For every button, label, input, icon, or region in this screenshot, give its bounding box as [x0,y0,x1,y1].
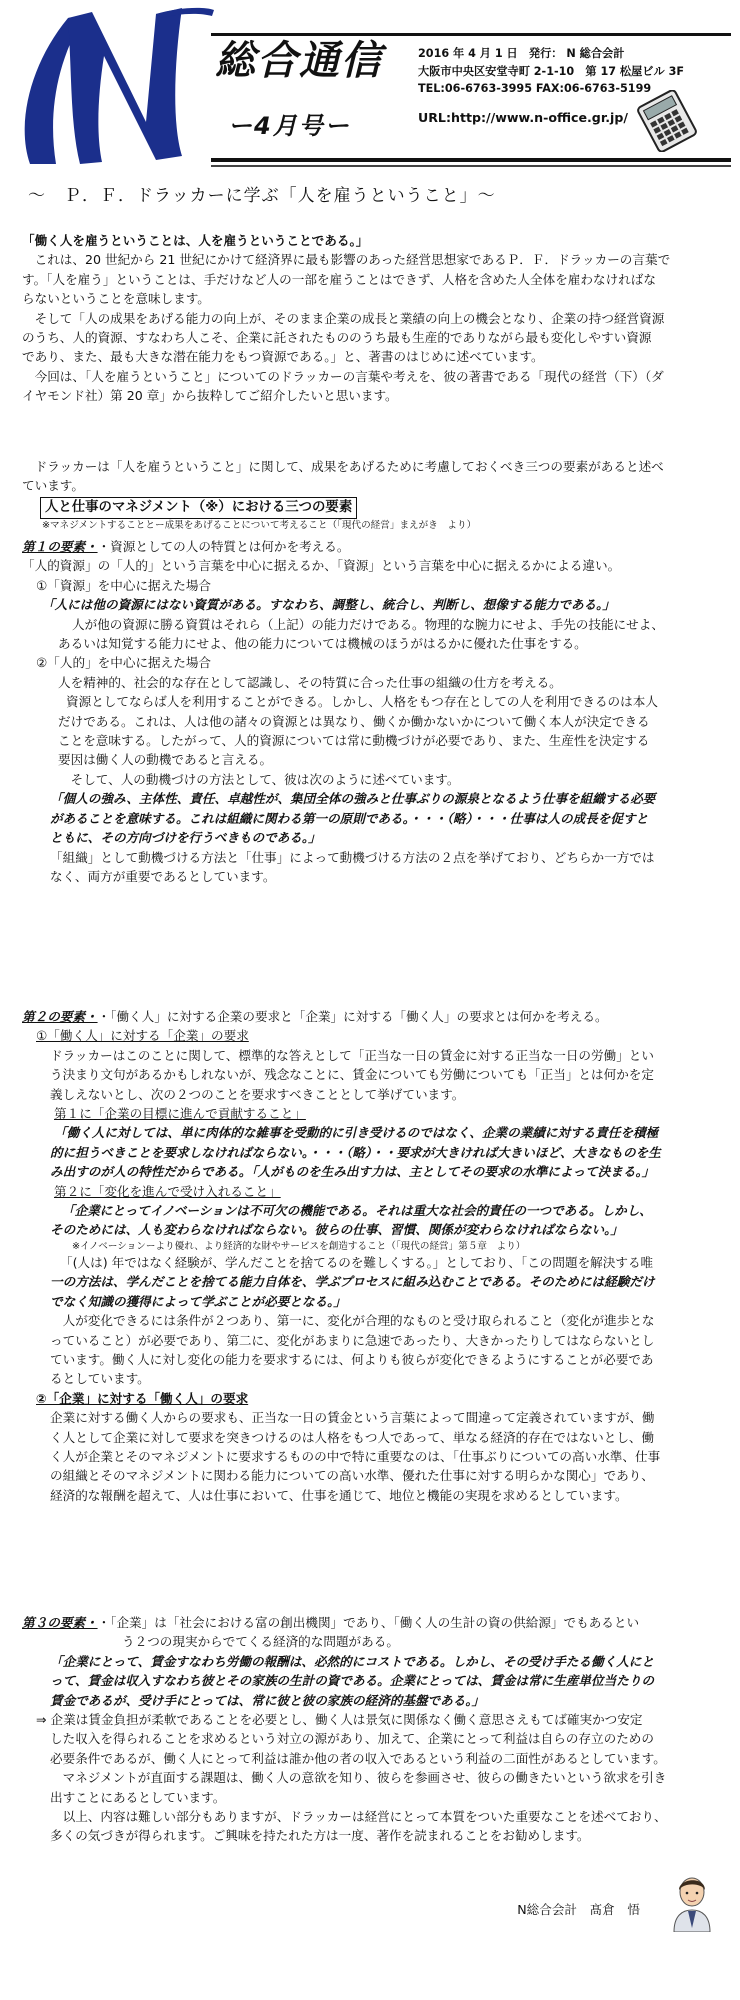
section-2b-text: 経済的な報酬を超えて、人は仕事において、仕事を通じて、地位と機能の実現を求めるとしています。 [50,1487,628,1503]
section-2a-title: ①「働く人」に対する「企業」の要求 [36,1028,249,1044]
section-1a-quote: 「人には他の資源にはない資質がある。すなわち、調整し、統合し、判断し、想像する能力である。」 [42,597,616,613]
intro-line: そして「人の成果をあげる能力の向上が、そのまま企業の成長と業績の向上の機会となり、企業の持つ経営資源 [22,310,665,326]
closing-text: 以上、内容は難しい部分もありますが、ドラッカーは経営にとって本質をついた重要なことを述べており、 [50,1809,667,1825]
issue-label: ー4月号ー [228,112,351,140]
section-2a2-more: っていること）が必要であり、第二に、変化があまりに急速であったり、大きかったりしてはならないとし [50,1332,655,1348]
three-elements-box-title: 人と仕事のマネジメント（※）における三つの要素 [40,497,357,519]
newsletter-title: 総合通信 [215,38,383,84]
section-3-title: 第３の要素・ [22,1615,98,1630]
box-title-row [22,497,722,519]
header-rule-bottom [211,158,731,162]
section-2a1-title: 第１に「企業の目標に進んで貢献すること」 [54,1106,306,1122]
section-1b-close: 「組織」として動機づける方法と「仕事」によって動機づける方法の２点を挙げており、どちらか一方では [50,849,655,865]
section-2a-text: う決まり文句があるかもしれないが、残念なことに、賃金についても労働についても「正当」とは何かを定 [50,1067,654,1083]
lead-line: ドラッカーは「人を雇うということ」に関して、成果をあげるために考慮しておくべき三つの要素があると述べ [22,459,664,474]
section-1b-quote: があることを意味する。これは組織に関わる第一の原則である。・・・（略）・・・仕事は人の成長を促すと [50,810,649,826]
section-2b-text: の組織とそのマネジメントに関わる能力についての高い水準、優れた仕事に対する明らかな関心」であり、 [50,1468,654,1484]
intro-quote: 「働く人を雇うということは、人を雇うということである。」 [22,233,369,248]
section-1 [22,537,722,886]
section-2a2-more: 一の方法は、学んだことを捨てる能力自体を、学ぶプロセスに組み込むことである。そのためには経験だけ [50,1274,655,1290]
section-1a-text: あるいは知覚する能力にせよ、他の能力については機械のほうがはるかに優れた仕事をする。 [58,636,587,652]
section-1b-text: 資源としてならば人を利用することができる。しかし、人格をもつ存在としての人を利用できるのは本人 [66,694,658,710]
section-2a-text: ドラッカーはこのことに関して、標準的な答えとして「正当な一日の賃金に対する正当な一日の労働」とい [50,1047,654,1063]
section-1b-text: 人を精神的、社会的な存在として認識し、その特質に合った仕事の組織の仕方を考える。 [58,674,562,690]
calculator-icon [636,90,698,152]
section-3-quote: 賃金であるが、受け手にとっては、常に彼と彼の家族の経済的基盤である。」 [50,1692,485,1708]
section-1b-close: なく、両方が重要であるとしています。 [50,868,276,884]
article-headline: ～ Ｐ．Ｆ．ドラッカーに学ぶ「人を雇うということ」～ [28,186,496,206]
address-line: 大阪市中央区安堂寺町 2-1-10 第 17 松屋ビル 3F [418,64,684,78]
section-2a1-quote: 的に担うべきことを要求しなければならない。・・・（略）・・要求が大きければ大きいほど、大きなものを生 [50,1144,661,1160]
intro-line: 今回は、「人を雇うということ」についてのドラッカーの言葉や考えを、彼の著書である「現代の経営（下）（ダ [22,368,664,384]
lead-block [22,457,722,496]
section-1b-text: ことを意味する。したがって、人的資源については常に動機づけが必要であり、また、生産性を決定する [58,733,650,749]
section-1b-text: そして、人の動機づけの方法として、彼は次のように述べています。 [58,771,460,787]
publish-line: 2016 年 4 月 1 日 発行： N 総合会計 [418,47,625,60]
section-1a-title: ①「資源」を中心に据えた場合 [36,577,212,593]
header-rule-thin [211,165,731,167]
section-2a2-more: でなく知識の獲得によって学ぶことが必要となる。」 [50,1293,346,1309]
section-3-quote: って、賃金は収入すなわち彼とその家族の生計の資である。企業にとっては、賃金は常に生産単位当たりの [50,1673,654,1689]
tel-fax-line: TEL:06-6763-3995 FAX:06-6763-5199 [418,82,652,95]
section-1b-quote: ともに、その方向づけを行うべきものである。」 [50,830,321,846]
section-2a2-more: 人が変化できるには条件が２つあり、第一に、変化が合理的なものと受け取られること（変化が進歩とな [50,1313,655,1329]
section-2a2-quote: そのためには、人も変わらなければならない。彼らの仕事、習慣、関係が変わらなければならない。」 [50,1222,624,1238]
intro-line: す。「人を雇う」ということは、手だけなど人の一部を雇うことはできず、人格を含めた人全体を雇わなければな [22,271,656,287]
section-3 [22,1613,722,1846]
signature: N総合会計 髙倉 悟 [517,1902,640,1917]
intro-line: であり、また、最も大きな潜在能力をもつ資源である。」と、著書のはじめに述べています。 [22,349,544,365]
n-logo-icon [6,4,216,168]
intro-line: らないということを意味します。 [22,291,210,307]
section-2a2-title: 第２に「変化を進んで受け入れること」 [54,1183,281,1199]
section-3-question: う２つの現実からでてくる経済的な問題がある。 [122,1634,399,1650]
section-2a2-note: ※イノベーションーより優れ、より経済的な財やサービスを創造すること（「現代の経営」第５章 より） [72,1240,526,1252]
section-3-text: ⇒ 企業は賃金負担が柔軟であることを必要とし、働く人は景気に関係なく働く意思さえもてば確実かつ安定 [36,1712,643,1728]
section-2a1-quote: 「働く人に対しては、単に肉体的な雑事を受動的に引き受けるのではなく、企業の業績に対する責任を積極 [54,1125,659,1141]
intro-line: のうち、人的資源、すなわち人こそ、企業に託されたもののうち最も生産的でありながら最も変化しやすい資源 [22,330,652,346]
section-2b-text: 企業に対する働く人からの要求も、正当な一日の賃金という言葉によって間違って定義されていますが、働 [50,1410,655,1426]
section-1a-text: 人が他の資源に勝る資質はそれら（上記）の能力だけである。物理的な腕力にせよ、手先の技能にせよ、 [72,616,664,632]
intro-line: これは、20 世紀から 21 世紀にかけて経済界に最も影響のあった経営思想家であるＰ．Ｆ．ドラッカーの言葉で [22,252,671,268]
section-2-title: 第２の要素・ [22,1009,98,1024]
section-2a2-more: ています。働く人に対し変化の能力を要求するには、何よりも彼らが変化できるようにすることが必要であ [50,1351,654,1367]
section-3-text: マネジメントが直面する課題は、働く人の意欲を知り、彼らを参画させ、彼らの働きたいという欲求を引き [50,1770,667,1786]
section-1b-text: 要因は働く人の動機であると言える。 [58,752,273,768]
box-note: ※マネジメントすることとー成果をあげることについて考えること（「現代の経営」まえがき より） [42,520,477,531]
section-2-question: ・「働く人」に対する企業の要求と「企業」に対する「働く人」の要求とは何かを考える。 [97,1009,608,1024]
website-url[interactable]: URL:http://www.n-office.gr.jp/ [418,110,628,125]
section-2b-title: ②「企業」に対する「働く人」の要求 [36,1390,249,1406]
section-2a2-more: 「(人は) 年ではなく経験が、学んだことを捨てるのを難しくする。」としており、「この問題を解決する唯 [60,1254,654,1270]
closing-text: 多くの気づきが得られます。ご興味を持たれた方は一度、著作を読まれることをお勧めします。 [50,1828,590,1844]
section-3-text: 出すことにあるとしています。 [50,1789,226,1805]
section-2a-text: 義しえないとし、次の２つのことを要求すべきこととして挙げています。 [50,1086,465,1102]
section-1b-text: だけである。これは、人は他の諸々の資源とは異なり、働くか働かないかについて働く本人が決定できる [58,713,650,729]
newsletter-header [0,0,740,170]
section-2a2-quote: 「企業にとってイノベーションは不可欠の機能である。それは重大な社会的責任の一つである。しかし、 [62,1203,652,1219]
section-2 [22,1007,722,1505]
section-3-quote: 「企業にとって、賃金すなわち労働の報酬は、必然的にコストである。しかし、その受け手たる働く人にと [50,1653,654,1669]
section-2a2-more: るとしています。 [50,1371,150,1387]
section-1-question: ・資源としての人の特質とは何かを考える。 [97,539,350,554]
section-2b-text: く人が企業とそのマネジメントに要求するものの中で特に重要なのは、「仕事ぶりについての高い水準、仕事 [50,1448,661,1464]
section-3-question: ・「企業」は「社会における富の創出機関」であり、「働く人の生計の資の供給源」でもあるとい [97,1615,640,1630]
section-3-text: 必要条件であるが、働く人にとって利益は誰か他の者の収入であるという利益の二面性があるとしています。 [50,1750,666,1766]
intro-block [22,231,722,406]
section-1b-quote: 「個人の強み、主体性、責任、卓越性が、集団全体の強みと仕事ぶりの源泉となるよう仕事を組織する必要 [50,791,656,807]
author-avatar-icon [668,1870,716,1932]
lead-line: ています。 [22,478,84,494]
section-1-title: 第１の要素・ [22,539,98,554]
section-2a1-quote: み出すのが人の特性だからである。「人がものを生み出す力は、主としてその要求の水準によって決まる。」 [50,1164,655,1180]
header-rule-top [211,33,731,36]
intro-line: イヤモンド社）第 20 章」から抜粋してご紹介したいと思います。 [22,388,398,404]
section-2b-text: く人として企業に対して要求を突きつけるのは人格をもつ人であって、単なる経済的存在ではないとし、働 [50,1429,655,1445]
section-1b-title: ②「人的」を中心に据えた場合 [36,655,212,671]
section-3-text: した収入を得られることを求めるという対立の源があり、加えて、企業にとって利益は自らの存立のための [50,1731,654,1747]
section-1-intro: 「人的資源」の「人的」という言葉を中心に据えるか、「資源」という言葉を中心に据えるかによる違い。 [22,558,621,574]
